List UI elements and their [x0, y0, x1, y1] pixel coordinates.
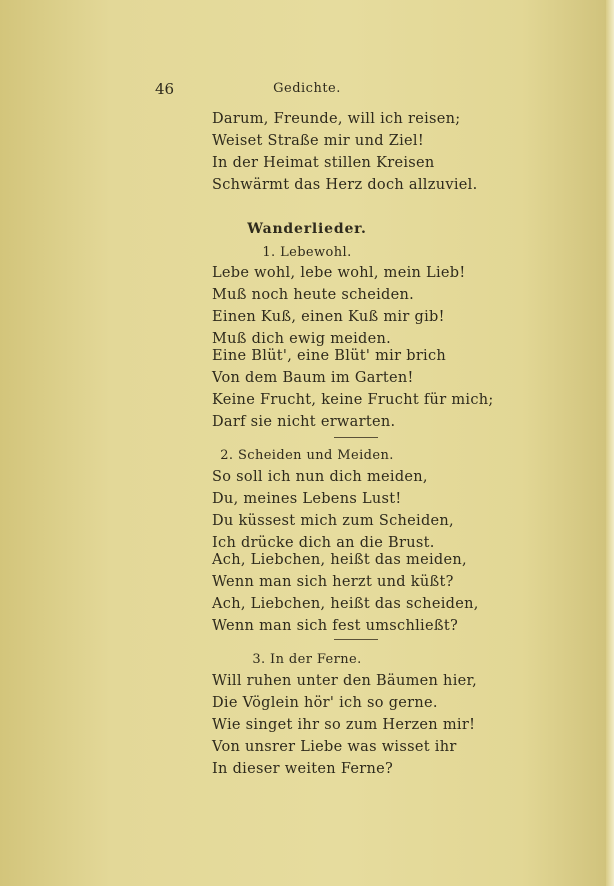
poem-1-stanza-2: [212, 345, 494, 433]
section-title: Wanderlieder.: [247, 221, 367, 237]
verse-line: In der Heimat stillen Kreisen: [212, 155, 435, 171]
poem-1-stanza-1: [212, 262, 466, 350]
page-edge: [606, 0, 614, 886]
verse-line: Du küssest mich zum Scheiden,: [212, 513, 454, 529]
verse-line: So soll ich nun dich meiden,: [212, 469, 428, 485]
verse-line: Eine Blüt', eine Blüt' mir brich: [212, 348, 447, 364]
poem-3-stanza-1: [212, 670, 477, 780]
verse-line: Wie singet ihr so zum Herzen mir!: [212, 717, 476, 733]
verse-line: Die Vöglein hör' ich so gerne.: [212, 695, 438, 711]
verse-line: In dieser weiten Ferne?: [212, 761, 394, 777]
page-number: 46: [155, 80, 175, 98]
verse-line: Weiset Straße mir und Ziel!: [212, 133, 424, 149]
poem-title-ferne: 3. In der Ferne.: [252, 652, 362, 667]
verse-line: Von dem Baum im Garten!: [212, 370, 414, 386]
verse-line: Von unsrer Liebe was wisset ihr: [212, 739, 457, 755]
verse-line: Muß noch heute scheiden.: [212, 287, 415, 303]
verse-line: Darum, Freunde, will ich reisen;: [212, 111, 461, 127]
running-title: Gedichte.: [273, 81, 341, 96]
verse-line: Ich drücke dich an die Brust.: [212, 535, 435, 551]
verse-line: Ach, Liebchen, heißt das meiden,: [212, 552, 467, 568]
verse-line: Einen Kuß, einen Kuß mir gib!: [212, 309, 445, 325]
opening-stanza: [212, 108, 477, 196]
verse-line: Schwärmt das Herz doch allzuviel.: [212, 177, 478, 193]
verse-line: Ach, Liebchen, heißt das scheiden,: [212, 596, 479, 612]
poem-2-stanza-2: [212, 549, 479, 637]
poem-title-scheiden: 2. Scheiden und Meiden.: [220, 448, 394, 463]
verse-line: Darf sie nicht erwarten.: [212, 414, 396, 430]
page-header: [0, 80, 614, 100]
poem-2-stanza-1: [212, 466, 454, 554]
section-divider: [334, 437, 378, 438]
verse-line: Muß dich ewig meiden.: [212, 331, 392, 347]
verse-line: Lebe wohl, lebe wohl, mein Lieb!: [212, 265, 466, 281]
verse-line: Will ruhen unter den Bäumen hier,: [212, 673, 478, 689]
section-divider: [334, 639, 378, 640]
verse-line: Keine Frucht, keine Frucht für mich;: [212, 392, 494, 408]
verse-line: Wenn man sich herzt und küßt?: [212, 574, 454, 590]
verse-line: Wenn man sich fest umschließt?: [212, 618, 459, 634]
verse-line: Du, meines Lebens Lust!: [212, 491, 402, 507]
poem-title-lebewohl: 1. Lebewohl.: [262, 245, 352, 260]
